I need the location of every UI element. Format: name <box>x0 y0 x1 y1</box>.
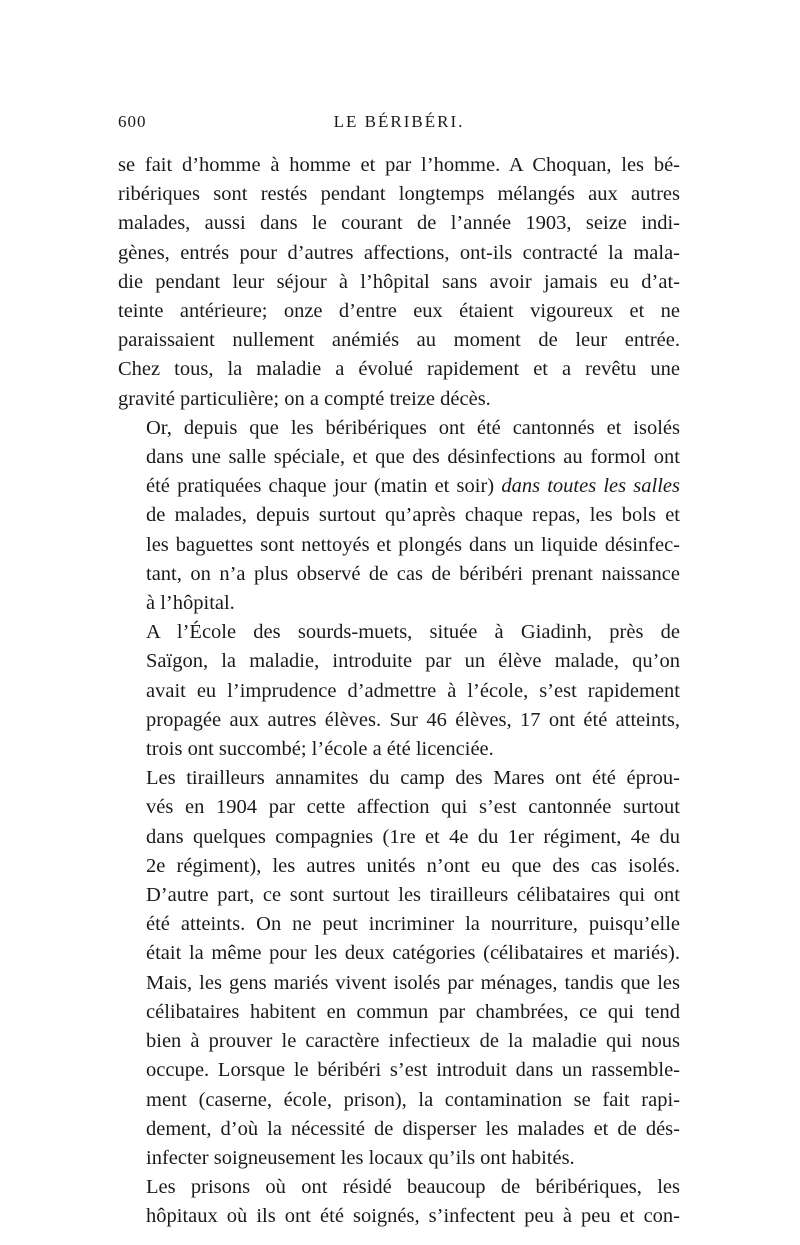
text-line: occupe. Lorsque le béribéri s’est introduit dans un rassemble- <box>146 1059 680 1082</box>
text-line: dement, d’où la nécessité de disperser les malades et de dés- <box>146 1117 680 1140</box>
text-line: célibataires habitent en commun par chambrées, ce qui tend <box>146 1000 680 1023</box>
text-line: dans quelques compagnies (1re et 4e du 1er régiment, 4e du <box>146 825 680 848</box>
text-line: à l’hôpital. <box>146 592 235 615</box>
text-line: paraissaient nullement anémiés au moment de leur entrée. <box>118 329 680 352</box>
text-line: 2e régiment), les autres unités n’ont eu que des cas isolés. <box>146 854 680 877</box>
text-line: die pendant leur séjour à l’hôpital sans avoir jamais eu d’at- <box>118 270 680 293</box>
text-line: hôpitaux où ils ont été soignés, s’infectent peu à peu et con- <box>146 1205 680 1228</box>
text-line: A l’École des sourds-muets, située à Giadinh, près de <box>146 621 680 644</box>
paragraph-4 <box>118 764 680 1173</box>
body-text <box>118 151 680 1232</box>
text-line: se fait d’homme à homme et par l’homme. A Choquan, les bé- <box>118 154 680 176</box>
text-line: malades, aussi dans le courant de l’année 1903, seize indi- <box>118 212 680 235</box>
text-line: vés en 1904 par cette affection qui s’est cantonnée surtout <box>146 796 680 819</box>
text-line: infecter soigneusement les locaux qu’ils ont habités. <box>146 1146 575 1169</box>
page-number: 600 <box>118 112 147 131</box>
text-line-with-italic <box>118 472 680 501</box>
running-title: LE BÉRIBÉRI. <box>333 112 465 131</box>
paragraph-5 <box>118 1173 680 1231</box>
text-line: était la même pour les deux catégories (célibataires et mariés). <box>146 942 680 965</box>
text-line: tant, on n’a plus observé de cas de béribéri prenant naissance <box>146 562 680 585</box>
text-line: trois ont succombé; l’école a été licenciée. <box>146 738 494 761</box>
page-header <box>118 112 680 140</box>
text-line: gènes, entrés pour d’autres affections, ont-ils contracté la mala- <box>118 241 680 264</box>
text-line: Or, depuis que les béribériques ont été cantonnés et isolés <box>146 416 680 439</box>
text-line: de malades, depuis surtout qu’après chaque repas, les bols et <box>146 504 680 527</box>
text-line: Les tirailleurs annamites du camp des Mares ont été éprou- <box>146 767 680 790</box>
text-line: les baguettes sont nettoyés et plongés dans un liquide désinfec- <box>146 533 680 556</box>
text-line: teinte antérieure; onze d’entre eux étaient vigoureux et ne <box>118 300 680 323</box>
text-line: avait eu l’imprudence d’admettre à l’école, s’est rapidement <box>146 679 680 702</box>
text-line-part: été pratiquées chaque jour (matin et soir) <box>146 475 502 498</box>
text-line: Mais, les gens mariés vivent isolés par ménages, tandis que les <box>146 971 680 994</box>
text-line: propagée aux autres élèves. Sur 46 élèves, 17 ont été atteints, <box>146 708 680 731</box>
italic-phrase: dans toutes les salles <box>501 475 680 498</box>
text-line: gravité particulière; on a compté treize décès. <box>118 387 491 410</box>
paragraph-3 <box>118 618 680 764</box>
text-line: bien à prouver le caractère infectieux de la maladie qui nous <box>146 1030 680 1053</box>
text-line: ment (caserne, école, prison), la contamination se fait rapi- <box>146 1088 680 1111</box>
text-line: D’autre part, ce sont surtout les tirailleurs célibataires qui ont <box>146 884 680 907</box>
text-line: été atteints. On ne peut incriminer la nourriture, puisqu’elle <box>146 913 680 936</box>
text-line: Saïgon, la maladie, introduite par un élève malade, qu’on <box>146 650 680 673</box>
text-line: ribériques sont restés pendant longtemps mélangés aux autres <box>118 183 680 206</box>
text-line: dans une salle spéciale, et que des désinfections au formol ont <box>146 446 680 469</box>
text-line: Les prisons où ont résidé beaucoup de béribériques, les <box>146 1176 680 1199</box>
paragraph-1 <box>118 151 680 414</box>
text-line: Chez tous, la maladie a évolué rapidement et a revêtu une <box>118 358 680 381</box>
paragraph-2 <box>118 414 680 618</box>
